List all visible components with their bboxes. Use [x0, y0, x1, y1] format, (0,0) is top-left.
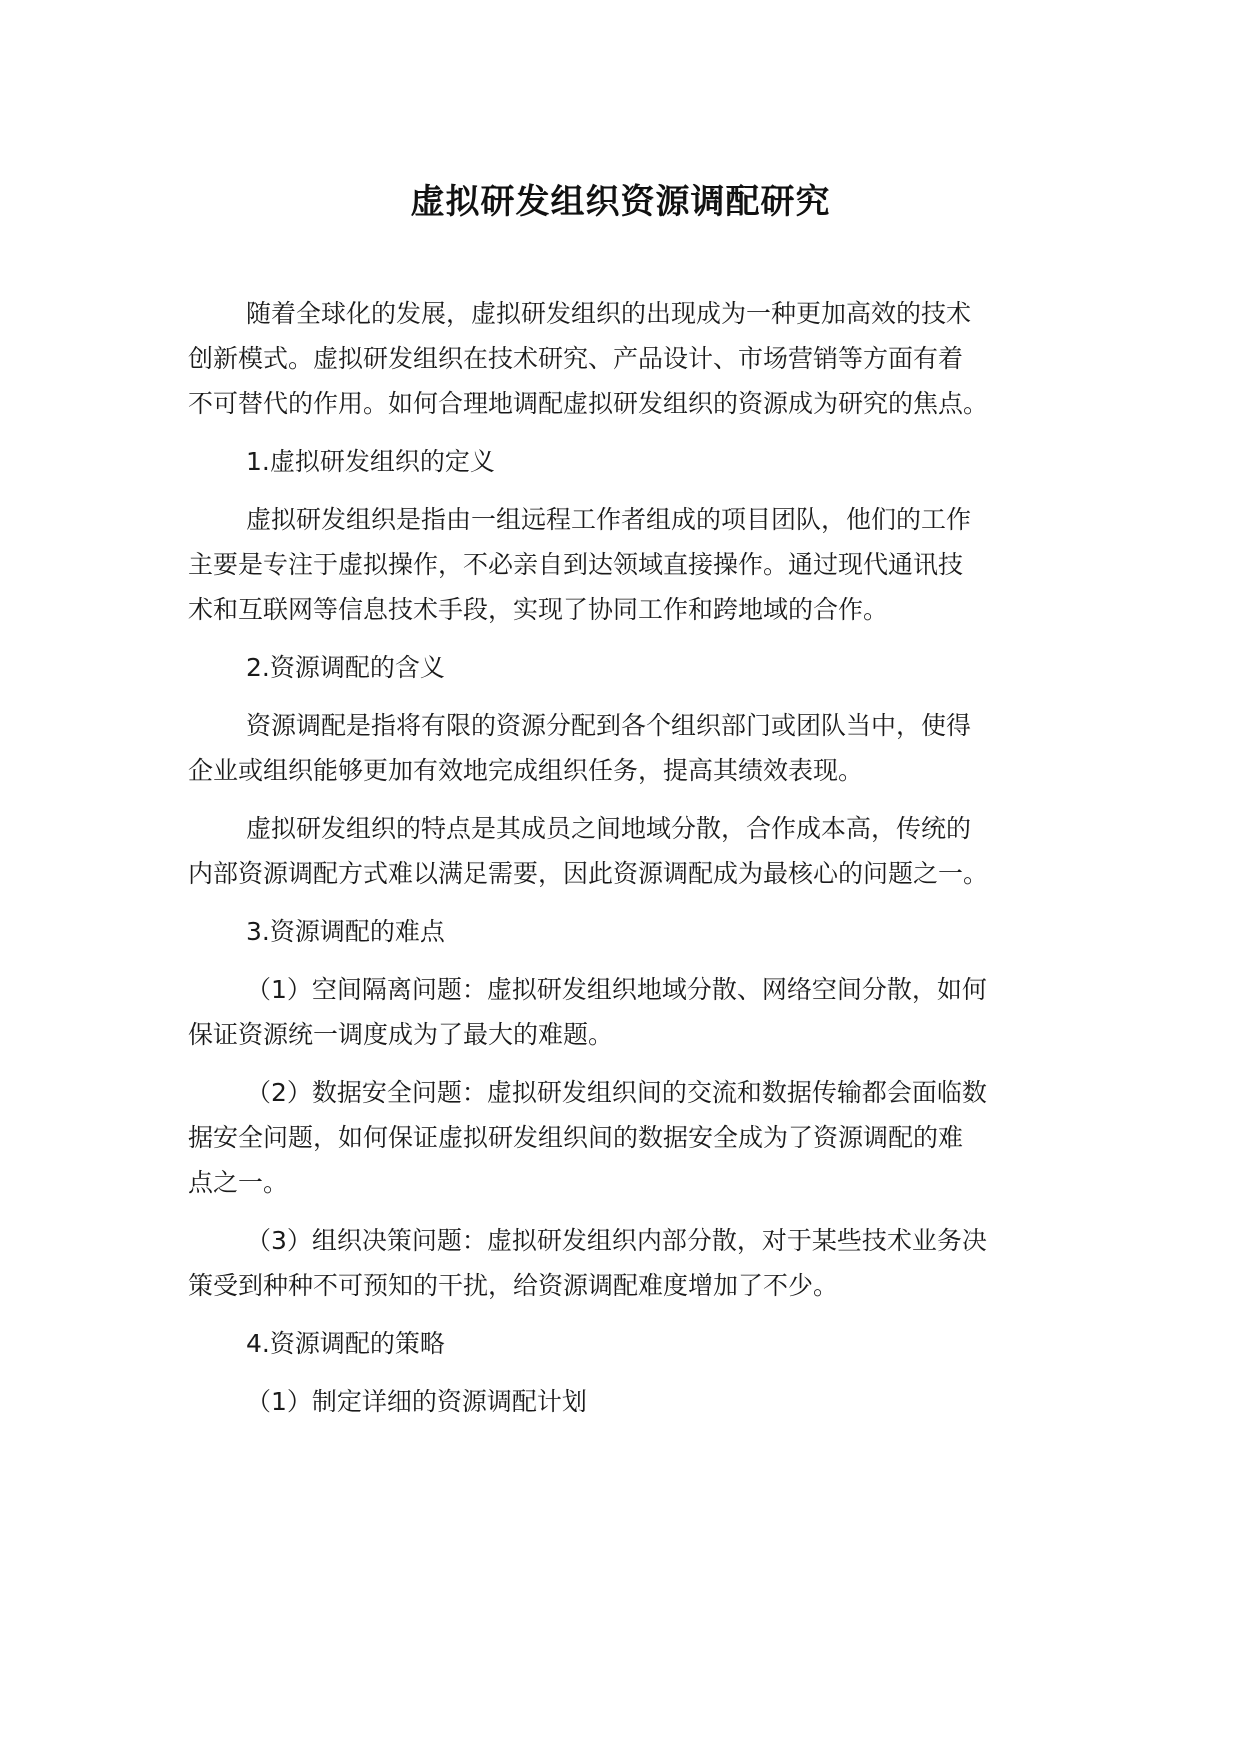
paragraph-characteristics [188, 806, 1068, 896]
paragraph-line: 内部资源调配方式难以满足需要，因此资源调配成为最核心的问题之一。 [188, 859, 989, 888]
paragraph-line: 企业或组织能够更加有效地完成组织任务，提高其绩效表现。 [188, 756, 864, 785]
paragraph-definition [188, 497, 1068, 632]
paragraph-meaning [188, 703, 1068, 793]
paragraph-line: 资源调配是指将有限的资源分配到各个组织部门或团队当中，使得 [246, 711, 972, 740]
section-heading-2: 2.资源调配的含义 [246, 653, 445, 682]
section-heading-1: 1.虚拟研发组织的定义 [246, 447, 495, 476]
section-heading-3: 3.资源调配的难点 [246, 917, 445, 946]
paragraph-line: （1）空间隔离问题：虚拟研发组织地域分散、网络空间分散，如何 [246, 975, 987, 1004]
subsection-heading-4-1: （1）制定详细的资源调配计划 [246, 1387, 587, 1416]
paragraph-difficulty-1 [188, 967, 1068, 1057]
paragraph-difficulty-2 [188, 1070, 1068, 1205]
paragraph-line: （2）数据安全问题：虚拟研发组织间的交流和数据传输都会面临数 [246, 1078, 987, 1107]
paragraph-line: 虚拟研发组织是指由一组远程工作者组成的项目团队，他们的工作 [246, 505, 972, 534]
paragraph-line: 主要是专注于虚拟操作，不必亲自到达领域直接操作。通过现代通讯技 [188, 550, 964, 579]
paragraph-line: 术和互联网等信息技术手段，实现了协同工作和跨地域的合作。 [188, 595, 889, 624]
paragraph-line: 保证资源统一调度成为了最大的难题。 [188, 1020, 614, 1049]
paragraph-line: 虚拟研发组织的特点是其成员之间地域分散，合作成本高，传统的 [246, 814, 972, 843]
document-body [188, 291, 1068, 1437]
paragraph-line: 创新模式。虚拟研发组织在技术研究、产品设计、市场营销等方面有着 [188, 344, 964, 373]
paragraph-line: 点之一。 [188, 1168, 289, 1197]
section-heading-4: 4.资源调配的策略 [246, 1329, 445, 1358]
paragraph-line: 据安全问题，如何保证虚拟研发组织间的数据安全成为了资源调配的难 [188, 1123, 964, 1152]
paragraph-line: 不可替代的作用。如何合理地调配虚拟研发组织的资源成为研究的焦点。 [188, 389, 989, 418]
paragraph-line: （3）组织决策问题：虚拟研发组织内部分散，对于某些技术业务决 [246, 1226, 987, 1255]
paragraph-line: 策受到种种不可预知的干扰，给资源调配难度增加了不少。 [188, 1271, 839, 1300]
paragraph-difficulty-3 [188, 1218, 1068, 1308]
document-title: 虚拟研发组织资源调配研究 [410, 182, 831, 222]
paragraph-line: 随着全球化的发展，虚拟研发组织的出现成为一种更加高效的技术 [246, 299, 972, 328]
paragraph-intro [188, 291, 1068, 426]
